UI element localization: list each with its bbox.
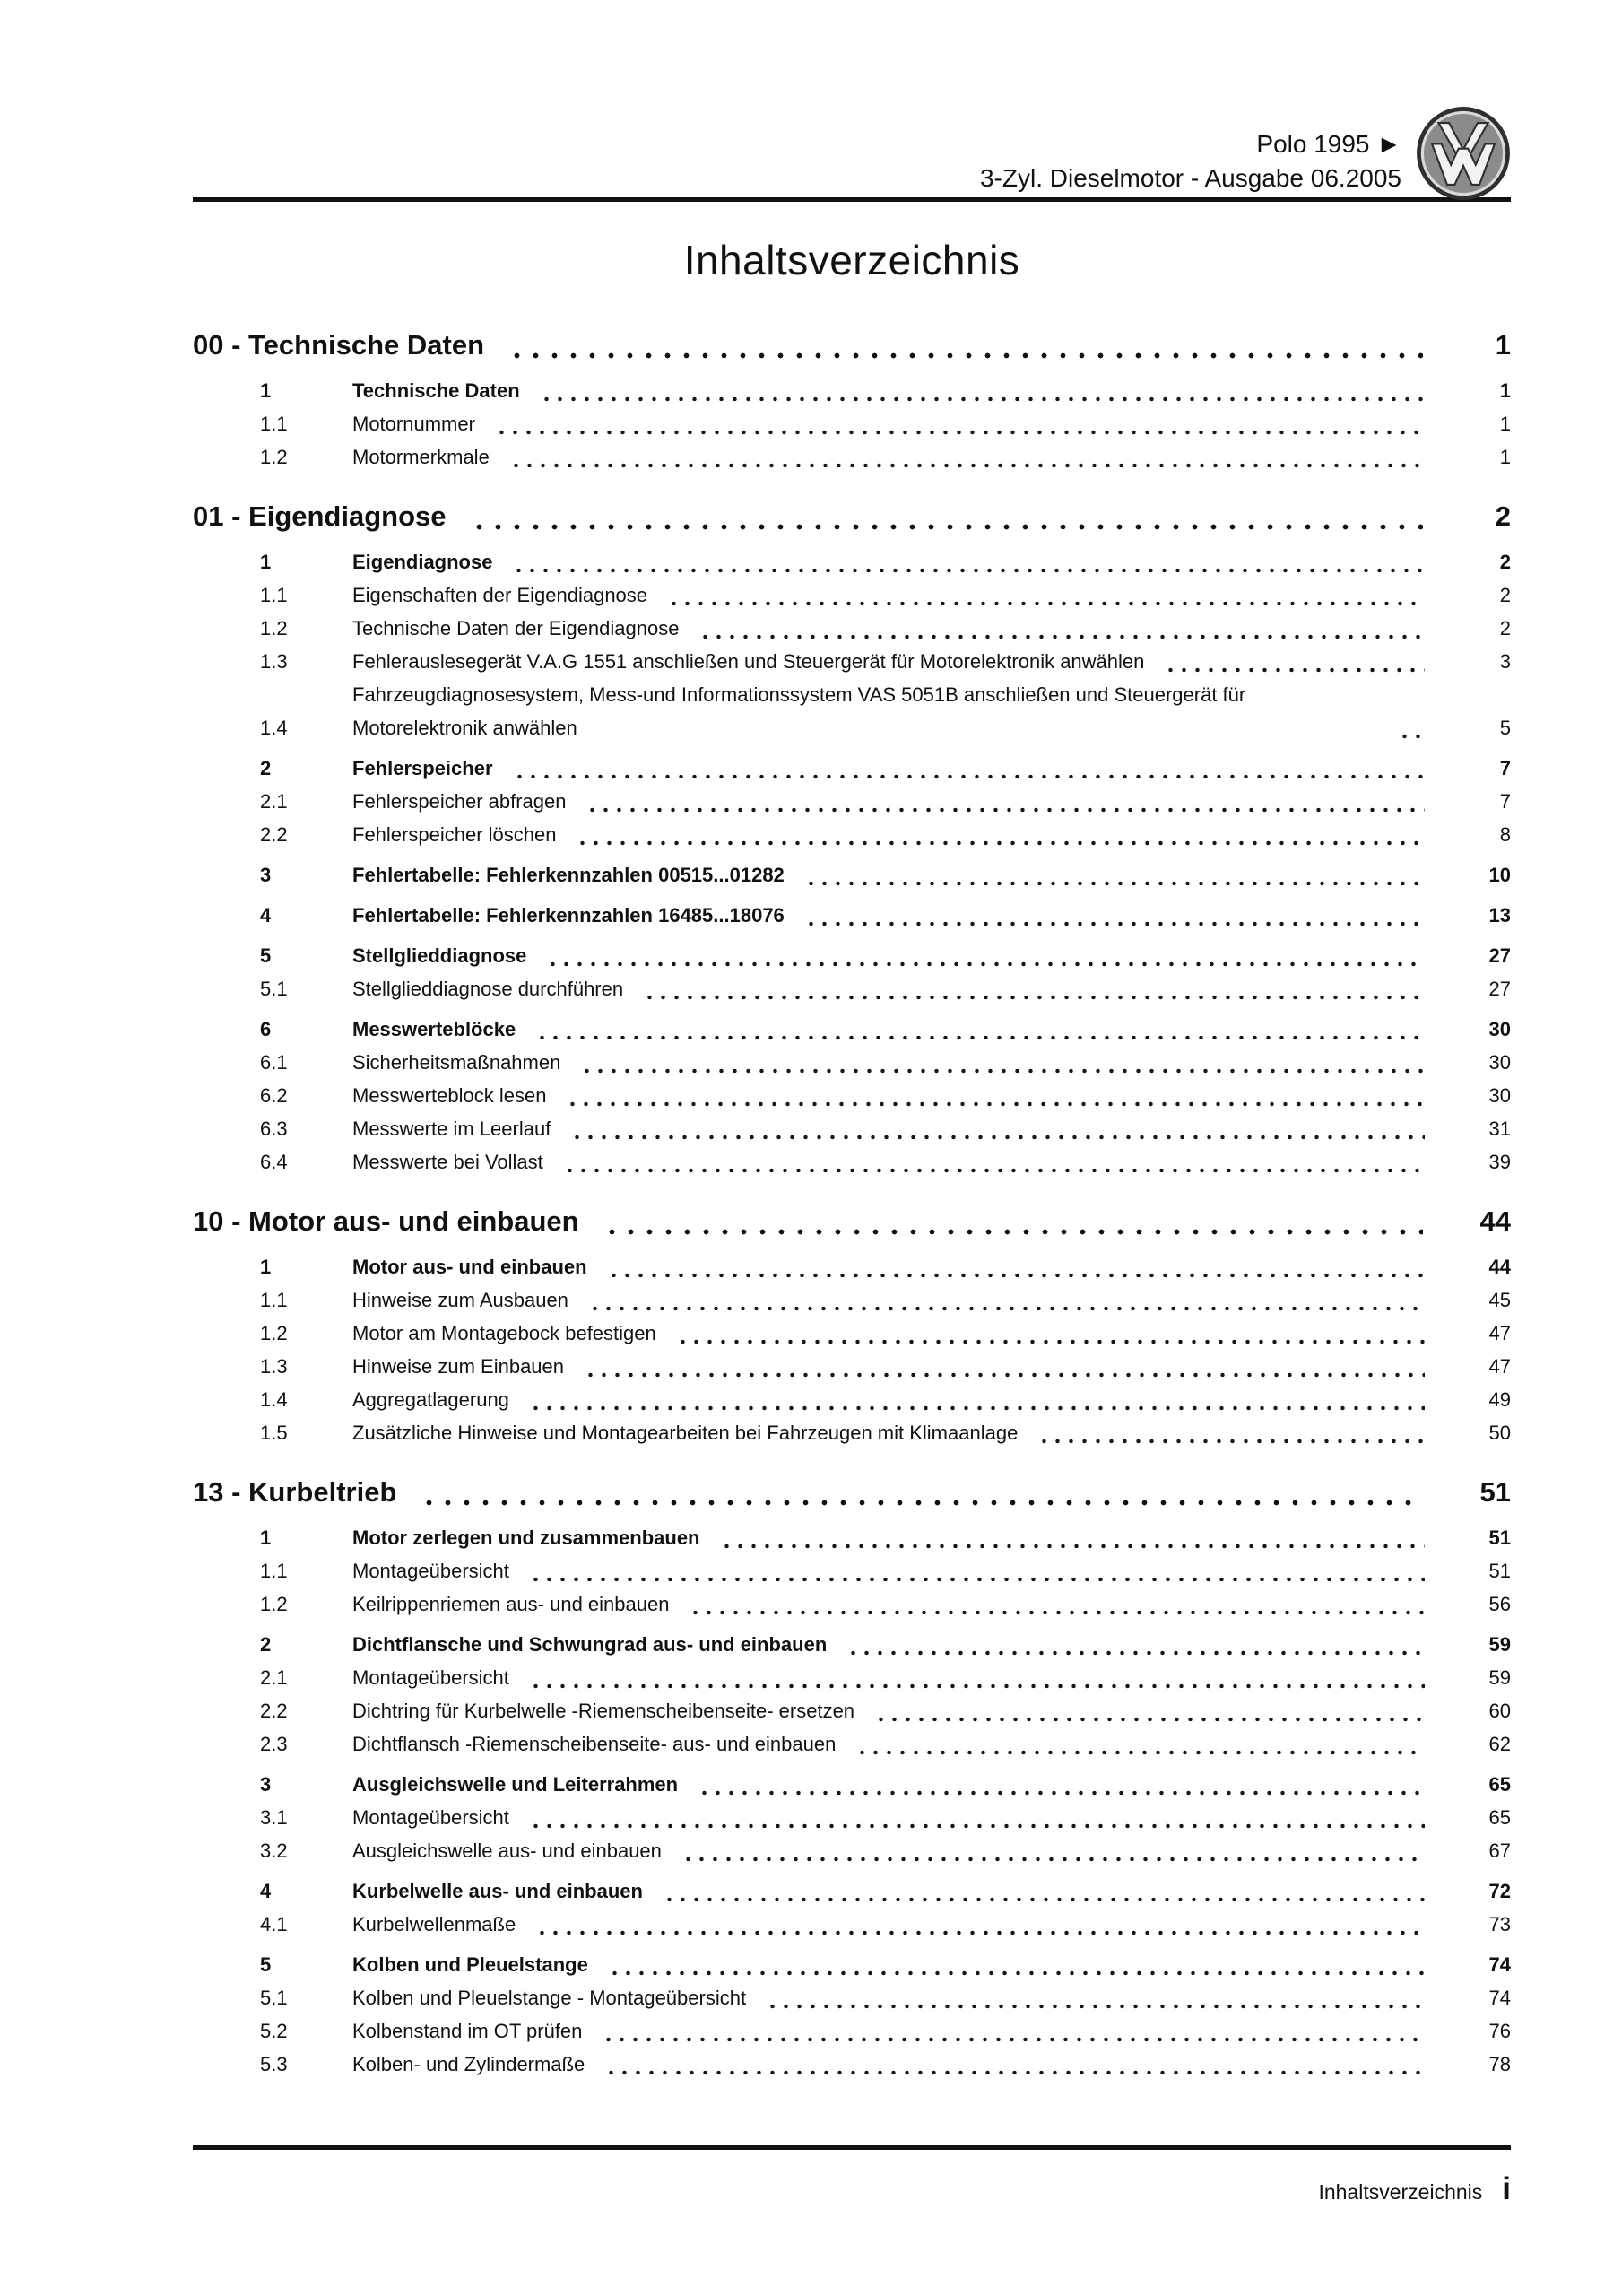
toc-entry [260,578,1511,612]
toc [193,324,1511,2081]
toc-entry [260,1283,1511,1317]
entry-title: Stellglieddiagnose [352,944,527,967]
toc-entry [260,1874,1511,1908]
dot-leader [604,2070,1425,2075]
entry-page-number: 1 [1499,379,1511,402]
toc-entry [260,1350,1511,1383]
dot-leader [1037,1439,1425,1444]
toc-entry [260,440,1511,474]
entry-number: 4.1 [260,1913,288,1935]
entry-number: 3.1 [260,1806,288,1829]
entry-title: Stellglieddiagnose durchführen [352,978,624,1000]
section-entries [193,1521,1511,2081]
dot-leader [563,1168,1425,1173]
dot-leader [535,1035,1425,1040]
toc-entry [260,1250,1511,1283]
toc-entry [260,1079,1511,1112]
toc-entry [260,407,1511,440]
entry-number: 1.1 [260,1289,288,1311]
toc-entry [260,1768,1511,1801]
entry-number: 5.2 [260,2020,288,2042]
entry-page-number: 2 [1499,584,1511,606]
toc-entry [260,2048,1511,2081]
entry-title: Fahrzeugdiagnosesystem, Mess-und Informationssystem VAS 5051B anschließen und Steuergerät für Motorelektronik anwählen [352,683,1246,739]
dot-leader [1164,667,1425,673]
entry-title: Kurbelwelle aus- und einbauen [352,1880,643,1902]
section-label: 13 - Kurbeltrieb [193,1476,397,1508]
entry-title: Dichtflansche und Schwungrad aus- und einbauen [352,1633,828,1656]
entry-page-number: 45 [1488,1289,1511,1311]
entry-number: 3 [260,864,272,886]
entry-number: 1.3 [260,650,288,673]
entry-title: Motor zerlegen und zusammenbauen [352,1526,700,1549]
entry-page-number: 51 [1488,1526,1511,1549]
entry-title: Keilrippenriemen aus- und einbauen [352,1593,670,1615]
entry-number: 1.1 [260,413,288,435]
dot-leader [698,1790,1425,1796]
entry-page-number: 78 [1488,2053,1511,2075]
toc-entry [260,545,1511,578]
toc-entry [260,1145,1511,1178]
dot-leader [681,1857,1425,1862]
footer-page-number: i [1502,2171,1511,2206]
toc-entry [260,1521,1511,1554]
entry-page-number: 49 [1488,1388,1511,1411]
footer-label: Inhaltsverzeichnis [1318,2180,1483,2204]
entry-title: Fehlerspeicher löschen [352,823,557,846]
dot-leader [470,524,1423,530]
dot-leader [689,1610,1425,1615]
entry-number: 6 [260,1018,272,1040]
entry-title: Kolben und Pleuelstange - Montageübersicht [352,1987,747,2009]
entry-page-number: 47 [1488,1322,1511,1344]
entry-title: Fehlerauslesegerät V.A.G 1551 anschließen und Steuergerät für Motorelektronik anwählen [352,650,1145,673]
dot-leader [540,396,1425,402]
entry-number: 5.3 [260,2053,288,2075]
dot-leader [698,634,1425,639]
entry-number: 1.2 [260,446,288,468]
entry-page-number: 59 [1488,1666,1511,1689]
entry-title: Ausgleichswelle aus- und einbauen [352,1839,662,1862]
header-text [980,127,1401,196]
dot-leader [420,1500,1423,1506]
entry-title: Messwerte im Leerlauf [352,1118,551,1140]
entry-number: 4 [260,904,272,926]
toc-entry [260,612,1511,645]
entry-number: 5 [260,1953,272,1976]
entry-number: 1.5 [260,1422,288,1444]
dot-leader [529,1577,1425,1582]
dot-leader [585,807,1425,813]
entry-number: 5 [260,944,272,967]
entry-page-number: 39 [1488,1151,1511,1173]
toc-entry [260,899,1511,932]
entry-page-number: 44 [1488,1256,1511,1278]
entry-page-number: 30 [1488,1018,1511,1040]
dot-leader [495,430,1425,435]
toc-entry [260,1948,1511,1981]
entry-page-number: 8 [1499,823,1511,846]
dot-leader [513,774,1425,779]
dot-leader [535,1930,1425,1935]
entry-number: 5.1 [260,978,288,1000]
dot-leader [602,2037,1425,2042]
entry-number: 1.4 [260,717,288,739]
entry-page-number: 1 [1499,413,1511,435]
entry-number: 1.1 [260,584,288,606]
entry-title: Fehlertabelle: Fehlerkennzahlen 00515...01282 [352,864,785,886]
entry-number: 1.2 [260,1322,288,1344]
dot-leader [608,1970,1425,1976]
toc-entry [260,645,1511,678]
entry-page-number: 3 [1499,650,1511,673]
entry-title: Kolbenstand im OT prüfen [352,2020,583,2042]
header-edition-line: 3-Zyl. Dieselmotor - Ausgabe 06.2005 [979,164,1401,192]
section-label: 10 - Motor aus- und einbauen [193,1205,579,1237]
dot-leader [667,601,1425,606]
entry-number: 2.1 [260,790,288,813]
toc-section [193,495,1511,1178]
header-rule [193,197,1511,202]
section-label: 00 - Technische Daten [193,329,485,361]
entry-title: Kurbelwellenmaße [352,1913,516,1935]
entry-title: Dichtring für Kurbelwelle -Riemenscheibenseite- ersetzen [352,1700,855,1722]
toc-entry [260,1908,1511,1941]
dot-leader [588,1306,1425,1311]
entry-number: 1.2 [260,1593,288,1615]
toc-entry [260,752,1511,785]
toc-entry [260,1801,1511,1834]
header-model-line: Polo 1995 ► [1256,130,1401,158]
entry-number: 1.2 [260,617,288,639]
entry-title: Montageübersicht [352,1806,509,1829]
section-label: 01 - Eigendiagnose [193,500,447,532]
dot-leader [529,1405,1425,1411]
entry-page-number: 74 [1488,1953,1511,1976]
entry-page-number: 30 [1488,1051,1511,1074]
section-page-number: 44 [1479,1205,1511,1237]
toc-entry [260,1554,1511,1587]
toc-entry [260,1317,1511,1350]
toc-entry [260,1587,1511,1621]
entry-number: 1 [260,1256,272,1278]
entry-page-number: 65 [1488,1806,1511,1829]
entry-page-number: 10 [1488,864,1511,886]
entry-page-number: 7 [1499,757,1511,779]
entry-title: Technische Daten [352,379,520,402]
vw-logo-icon [1416,106,1511,201]
dot-leader [512,568,1425,573]
entry-number: 6.3 [260,1118,288,1140]
section-page-number: 2 [1495,500,1511,532]
entry-title: Motornummer [352,413,475,435]
dot-leader [663,1897,1425,1902]
entry-title: Dichtflansch -Riemenscheibenseite- aus- und einbauen [352,1733,837,1755]
page-header [193,0,1511,202]
section-entries [193,1250,1511,1449]
entry-page-number: 51 [1488,1560,1511,1582]
toc-entry [260,1694,1511,1727]
dot-leader [529,1823,1425,1829]
toc-entry [260,678,1511,744]
entry-number: 6.1 [260,1051,288,1074]
entry-number: 4 [260,1880,272,1902]
entry-number: 2 [260,757,272,779]
entry-title: Messwerte bei Vollast [352,1151,543,1173]
entry-number: 2.3 [260,1733,288,1755]
entry-number: 6.2 [260,1084,288,1107]
entry-number: 6.4 [260,1151,288,1173]
dot-leader [720,1544,1426,1549]
section-page-number: 1 [1495,329,1511,361]
entry-page-number: 47 [1488,1355,1511,1378]
entry-title: Motor am Montagebock befestigen [352,1322,656,1344]
toc-entry [260,785,1511,818]
toc-entry [260,1727,1511,1761]
entry-title: Montageübersicht [352,1666,509,1689]
toc-entry [260,1013,1511,1046]
dot-leader [846,1650,1425,1656]
dot-leader [507,352,1423,359]
entry-page-number: 60 [1488,1700,1511,1722]
entry-title: Fehlertabelle: Fehlerkennzahlen 16485...18076 [352,904,785,926]
entry-title: Hinweise zum Ausbauen [352,1289,568,1311]
toc-entry [260,818,1511,851]
entry-title: Fehlerspeicher abfragen [352,790,567,813]
entry-page-number: 56 [1488,1593,1511,1615]
toc-entry [260,1628,1511,1661]
entry-page-number: 67 [1488,1839,1511,1862]
toc-entry [260,972,1511,1005]
entry-page-number: 65 [1488,1773,1511,1796]
dot-leader [580,1068,1425,1074]
entry-title: Messwerteblöcke [352,1018,516,1040]
entry-title: Aggregatlagerung [352,1388,509,1411]
entry-title: Eigendiagnose [352,551,493,573]
dot-leader [804,881,1425,886]
page-title: Inhaltsverzeichnis [683,237,1020,283]
entry-page-number: 1 [1499,446,1511,468]
toc-entry [260,1981,1511,2014]
entry-page-number: 62 [1488,1733,1511,1755]
page-footer [193,2145,1511,2207]
entry-title: Montageübersicht [352,1560,509,1582]
toc-entry [260,1383,1511,1416]
dot-leader [529,1683,1425,1689]
dot-leader [676,1339,1425,1344]
entry-number: 2 [260,1633,272,1656]
entry-number: 1 [260,551,272,573]
entry-title: Ausgleichswelle und Leiterrahmen [352,1773,679,1796]
entry-number: 2.2 [260,823,288,846]
toc-entry [260,1046,1511,1079]
entry-number: 1.4 [260,1388,288,1411]
dot-leader [643,995,1425,1000]
toc-entry [260,2014,1511,2048]
entry-number: 3 [260,1773,272,1796]
entry-page-number: 30 [1488,1084,1511,1107]
entry-number: 1 [260,379,272,402]
section-entries [193,545,1511,1178]
dot-leader [509,463,1425,468]
entry-page-number: 13 [1488,904,1511,926]
entry-title: Motor aus- und einbauen [352,1256,587,1278]
footer-line [193,2150,1511,2207]
section-page-number: 51 [1479,1476,1511,1508]
toc-entry [260,1112,1511,1145]
dot-leader [607,1273,1425,1278]
toc-entry [260,374,1511,407]
dot-leader [576,840,1425,846]
entry-title: Hinweise zum Einbauen [352,1355,565,1378]
entry-number: 2.1 [260,1666,288,1689]
entry-page-number: 2 [1499,551,1511,573]
dot-leader [584,1372,1425,1378]
dot-leader [570,1135,1425,1140]
entry-title: Eigenschaften der Eigendiagnose [352,584,648,606]
entry-page-number: 27 [1488,944,1511,967]
toc-section-heading [193,495,1511,538]
entry-title: Fehlerspeicher [352,757,493,779]
toc-section [193,1200,1511,1449]
entry-number: 1 [260,1526,272,1549]
toc-entry [260,1416,1511,1449]
entry-page-number: 27 [1488,978,1511,1000]
dot-leader [766,2004,1425,2009]
entry-page-number: 50 [1488,1422,1511,1444]
toc-section-heading [193,1471,1511,1514]
toc-entry [260,858,1511,891]
entry-page-number: 72 [1488,1880,1511,1902]
entry-title: Technische Daten der Eigendiagnose [352,617,680,639]
toc-entry [260,1661,1511,1694]
entry-title: Kolben- und Zylindermaße [352,2053,585,2075]
toc-entry [260,939,1511,972]
dot-leader [546,961,1425,967]
entry-number: 3.2 [260,1839,288,1862]
dot-leader [603,1229,1423,1235]
toc-section-heading [193,324,1511,367]
entry-number: 5.1 [260,1987,288,2009]
entry-title: Zusätzliche Hinweise und Montagearbeiten bei Fahrzeugen mit Klimaanlage [352,1422,1019,1444]
toc-entry [260,1834,1511,1867]
dot-leader [804,921,1425,926]
entry-page-number: 5 [1499,717,1511,739]
toc-section-heading [193,1200,1511,1243]
entry-number: 2.2 [260,1700,288,1722]
dot-leader [874,1717,1425,1722]
entry-title: Motormerkmale [352,446,490,468]
dot-leader [855,1750,1425,1755]
toc-section [193,324,1511,474]
entry-page-number: 2 [1499,617,1511,639]
section-entries [193,374,1511,474]
entry-title: Sicherheitsmaßnahmen [352,1051,561,1074]
entry-number: 1.1 [260,1560,288,1582]
entry-page-number: 31 [1488,1118,1511,1140]
entry-page-number: 7 [1499,790,1511,813]
entry-page-number: 73 [1488,1913,1511,1935]
dot-leader [566,1101,1425,1107]
dot-leader [1398,734,1425,739]
entry-number: 1.3 [260,1355,288,1378]
entry-title: Kolben und Pleuelstange [352,1953,588,1976]
entry-page-number: 76 [1488,2020,1511,2042]
toc-section [193,1471,1511,2081]
entry-page-number: 59 [1488,1633,1511,1656]
header-inner [193,0,1511,197]
entry-title: Messwerteblock lesen [352,1084,547,1107]
entry-page-number: 74 [1488,1987,1511,2009]
